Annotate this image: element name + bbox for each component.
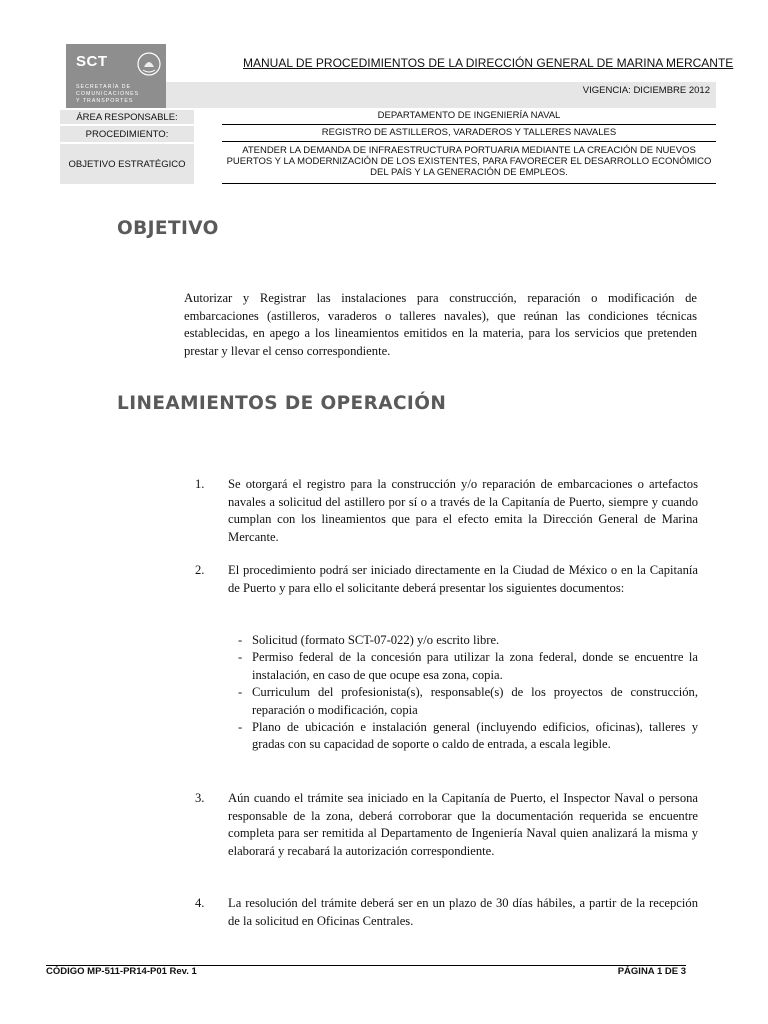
documento-text: Curriculum del profesionista(s), responsable(s) de los proyectos de construcción, reparación o modificación, copia	[252, 685, 698, 717]
documento-text: Solicitud (formato SCT-07-022) y/o escrito libre.	[252, 633, 500, 647]
lineamientos-heading: LINEAMIENTOS DE OPERACIÓN	[117, 393, 447, 414]
vigencia-text: VIGENCIA: DICIEMBRE 2012	[582, 85, 710, 96]
item-number: 2.	[195, 563, 205, 577]
area-label: ÁREA RESPONSABLE:	[60, 110, 194, 124]
item-number: 4.	[195, 896, 205, 910]
list-item	[195, 562, 698, 597]
logo-line: Y TRANSPORTES	[76, 98, 134, 104]
logo-line: COMUNICACIONES	[76, 91, 140, 97]
procedimiento-label: PROCEDIMIENTO:	[60, 126, 194, 142]
item-number: 1.	[195, 477, 205, 491]
documento-text: Plano de ubicación e instalación general (incluyendo edificios, oficinas), talleres y gradas con su capacidad de soporte o caldo de entrada, a escala legible.	[252, 720, 698, 752]
area-value: DEPARTAMENTO DE INGENIERÍA NAVAL	[222, 110, 716, 125]
documento-item: - Plano de ubicación e instalación general (incluyendo edificios, oficinas), talleres y gradas con su capacidad de soporte o caldo de entrada, a escala legible.	[238, 720, 698, 752]
sct-logo	[66, 44, 166, 108]
logo-brand: SCT	[76, 53, 108, 70]
item-text: El procedimiento podrá ser iniciado directamente en la Ciudad de México o en la Capitanía de Puerto y para ello el solicitante deberá presentar los siguientes documentos:	[228, 563, 698, 595]
vigencia-bar	[166, 82, 716, 108]
documento-text: Permiso federal de la concesión para utilizar la zona federal, donde se encuentre la instalación, en caso de que ocupe esa zona, copia.	[252, 650, 698, 682]
objetivo-estrategico-value: ATENDER LA DEMANDA DE INFRAESTRUCTURA PORTUARIA MEDIANTE LA CREACIÓN DE NUEVOS PUERTOS Y LA MODERNIZACIÓN DE LOS EXISTENTES, PARA FAVORECER EL DESARROLLO ECONÓMICO DEL PAÍS Y LA GENERACIÓN DE EMPLEOS.	[222, 144, 716, 184]
mexico-seal-icon	[136, 49, 162, 79]
item-text: Se otorgará el registro para la construcción y/o reparación de embarcaciones o artefactos navales a solicitud del astillero por sí o a través de la Capitanía de Puerto, siempre y cuando cumplan con los lineamientos que para el efecto emita la Dirección General de Marina Mercante.	[228, 477, 698, 545]
logo-line: SECRETARÍA DE	[76, 84, 131, 90]
manual-title: MANUAL DE PROCEDIMIENTOS DE LA DIRECCIÓN GENERAL DE MARINA MERCANTE	[243, 56, 734, 70]
documento-item: - Curriculum del profesionista(s), responsable(s) de los proyectos de construcción, reparación o modificación, copia	[238, 685, 698, 717]
documentos-list	[238, 632, 698, 754]
item-text: La resolución del trámite deberá ser en un plazo de 30 días hábiles, a partir de la recepción de la solicitud en Oficinas Centrales.	[228, 896, 698, 928]
documento-item: - Solicitud (formato SCT-07-022) y/o escrito libre.	[238, 633, 500, 647]
documento-item: - Permiso federal de la concesión para utilizar la zona federal, donde se encuentre la instalación, en caso de que ocupe esa zona, copia.	[238, 650, 698, 682]
list-item	[195, 790, 698, 861]
objetivo-estrategico-label: OBJETIVO ESTRATÉGICO	[60, 144, 194, 184]
objetivo-heading: OBJETIVO	[117, 218, 219, 239]
footer-codigo: CÓDIGO MP-511-PR14-P01 Rev. 1	[46, 966, 197, 977]
item-text: Aún cuando el trámite sea iniciado en la Capitanía de Puerto, el Inspector Naval o persona responsable de la zona, deberá corroborar que la documentación requerida se encuentre completa para ser remitida al Departamento de Ingeniería Naval quien analizará la misma y elaborará y recabará la autorización correspondiente.	[228, 791, 698, 859]
item-number: 3.	[195, 791, 205, 805]
logo-text	[76, 84, 139, 105]
list-item	[195, 476, 698, 547]
list-item	[195, 895, 698, 930]
procedimiento-value: REGISTRO DE ASTILLEROS, VARADEROS Y TALLERES NAVALES	[222, 127, 716, 142]
objetivo-text: Autorizar y Registrar las instalaciones para construcción, reparación o modificación de embarcaciones (astilleros, varaderos o talleres navales), que reúnan las condiciones técnicas establecidas, en apego a los lineamientos emitidos en la materia, para los servicios que pretenden prestar y llevar el censo correspondiente.	[184, 291, 697, 359]
footer-pagina: PÁGINA 1 DE 3	[617, 966, 686, 977]
